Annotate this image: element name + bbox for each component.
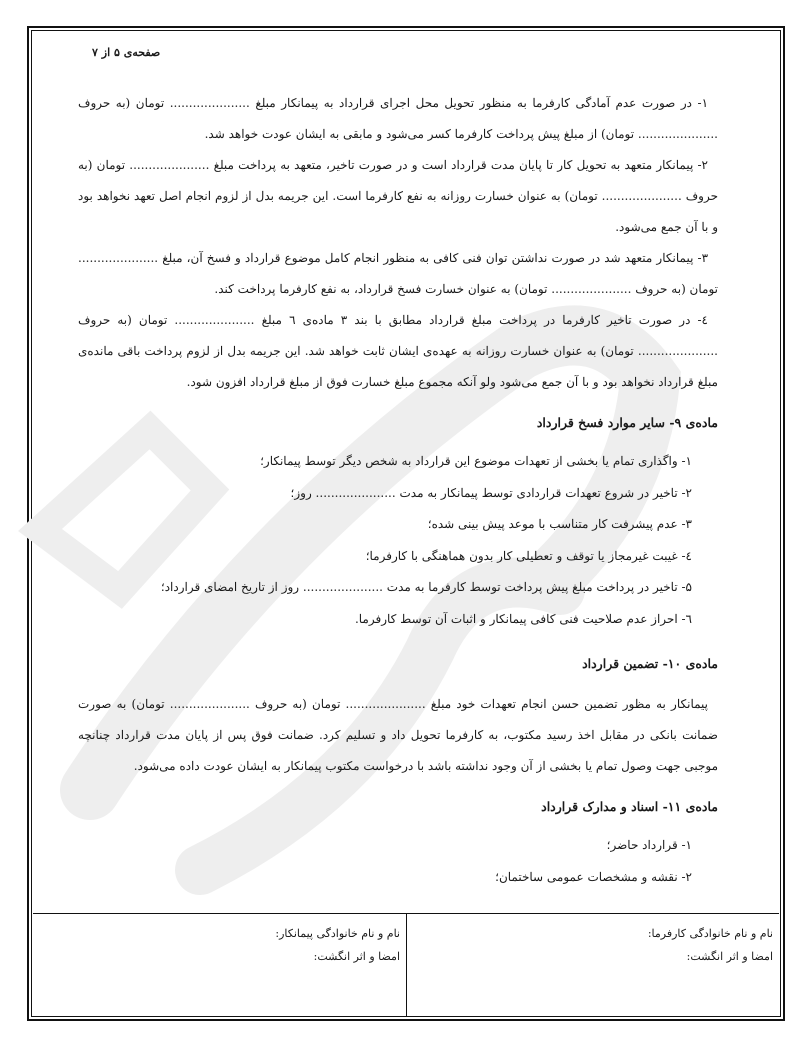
list-item: ۳- عدم پیشرفت کار متناسب با موعد پیش بینی شده؛ xyxy=(427,517,692,531)
list-item: ۲- تاخیر در شروع تعهدات قراردادی توسط پیمانکار به مدت ..................... روز؛ xyxy=(290,485,692,500)
page-number: صفحه‌ی ۵ از ۷ xyxy=(92,46,161,59)
employer-name-label: نام و نام خانوادگی کارفرما: xyxy=(647,927,773,940)
clause-paragraph: ۳- پیمانکار متعهد شد در صورت نداشتن توان فنی کافی به منظور انجام کامل موضوع قرارداد و فسخ آن، مبلغ ..................... تومان (به حروف ..................... تومان) به عنوان خسارت فسخ قرارداد، به نفع کارفرما پرداخت کند. xyxy=(78,251,718,296)
article-10-heading: ماده‌ی ۱۰- تضمین قرارداد xyxy=(582,656,718,671)
article-9-heading: ماده‌ی ۹- سایر موارد فسخ قرارداد xyxy=(536,415,718,430)
contractor-sign-label: امضا و اثر انگشت: xyxy=(313,950,400,963)
signature-box xyxy=(33,913,779,1016)
employer-signature xyxy=(407,914,779,1016)
list-item: ۵- تاخیر در پرداخت مبلغ پیش پرداخت توسط کارفرما به مدت ..................... روز از تاریخ امضای قرارداد؛ xyxy=(160,580,692,594)
contractor-name-label: نام و نام خانوادگی پیمانکار: xyxy=(275,927,400,940)
employer-sign-label: امضا و اثر انگشت: xyxy=(686,950,773,963)
clause-paragraph: ۲- پیمانکار متعهد به تحویل کار تا پایان مدت قرارداد است و در صورت تاخیر، متعهد به پرداخت مبلغ ..................... تومان (به حروف ..................... تومان) به عنوان خسارت روزانه به نفع کارفرما است. این جریمه بدل از لزوم انجام اصل تعهد نخواهد بود و با آن جمع می‌شود. xyxy=(78,158,718,234)
list-item: ۱- قرارداد حاضر؛ xyxy=(606,838,692,852)
clause-paragraph: ۱- در صورت عدم آمادگی کارفرما به منظور تحویل محل اجرای قرارداد به پیمانکار مبلغ ..................... تومان (به حروف ..................... تومان) از مبلغ پیش پرداخت کارفرما کسر می‌شود و مابقی به ایشان عودت خواهد شد. xyxy=(78,96,718,141)
article-11-heading: ماده‌ی ۱۱- اسناد و مدارک قرارداد xyxy=(541,799,718,814)
document-body xyxy=(78,88,718,893)
list-item: ٤- غیبت غیرمجاز یا توقف و تعطیلی کار بدون هماهنگی با کارفرما؛ xyxy=(365,548,692,563)
contractor-signature xyxy=(33,914,407,1016)
article-10-paragraph: پیمانکار به مظور تضمین حسن انجام تعهدات خود مبلغ ..................... تومان (به حروف ..................... تومان) به صورت ضمانت بانکی در مقابل اخذ رسید مکتوب، به کارفرما تحویل داد و تسلیم کرد. ضمانت فوق پس از پایان مدت قرارداد چنانچه موجبی جهت وصول تمام یا بخشی از آن وجود نداشته باشد با درخواست مکتوب پیمانکار به ایشان عودت داده می‌شود. xyxy=(78,697,718,773)
list-item: ٦- احراز عدم صلاحیت فنی کافی پیمانکار و اثبات آن توسط کارفرما. xyxy=(354,611,692,626)
clause-paragraph: ٤- در صورت تاخیر کارفرما در پرداخت مبلغ قرارداد مطابق با بند ۳ ماده‌ی ٦ مبلغ ..................... تومان (به حروف ..................... تومان) به عنوان خسارت روزانه به عهده‌ی ایشان ثابت خواهد شد. این جریمه بدل از لزوم پرداخت باقی مانده‌ی مبلغ قرارداد نخواهد بود و با آن جمع می‌شود ولو آنکه مجموع مبلغ خسارت فوق از مبلغ قرارداد افزون شود. xyxy=(78,313,718,389)
list-item: ۱- واگذاری تمام یا بخشی از تعهدات موضوع این قرارداد به شخص دیگر توسط پیمانکار؛ xyxy=(260,454,692,468)
list-item: ۲- نقشه و مشخصات عمومی ساختمان؛ xyxy=(495,869,692,884)
